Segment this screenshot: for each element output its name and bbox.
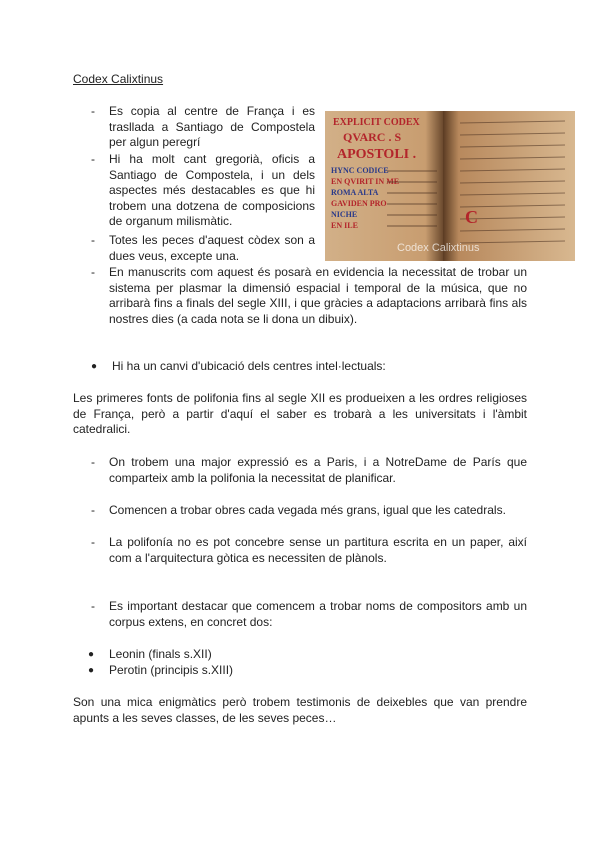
dash-marker: - [91,503,95,517]
dash-marker: - [91,265,95,279]
list-item: - En manuscrits com aquest és posarà en evidencia la necessitat de trobar un sistema per plasmar la dimensió espacial i temporal de la música, que no arribarà fins a finals del segle XIII, i que gràcies a adaptacions arribarà fins als nostres dies (a cada nota se li dona un dibuix). [91,265,527,326]
closing-paragraph: Son una mica enigmàtics però trobem testimonis de deixebles que van prendre apunts a les seves classes, de les seves peces… [73,695,527,725]
list-item: - On trobem una major expressió es a Paris, i a NotreDame de París que comparteix amb la polifonia la necessitat de planificar. [91,455,527,485]
dash-marker: - [91,599,95,613]
list-item: - La polifonía no es pot concebre sense un partitura escrita en un paper, així com a l'arquitectura gòtica es necessiten de plànols. [91,535,527,565]
list-item: - Es important destacar que comencem a trobar noms de compositors amb un corpus extens, en concret dos: [91,599,527,629]
svg-text:APOSTOLI .: APOSTOLI . [337,147,417,162]
svg-text:EN QVIRIT IN ME: EN QVIRIT IN ME [331,177,400,186]
list-item: - Totes les peces d'aquest còdex son a dues veus, excepte una. [91,233,315,263]
manuscript-illustration [325,111,575,261]
codex-manuscript-image [325,111,575,261]
svg-text:HYNC CODICE: HYNC CODICE [331,166,389,175]
list-item: - Hi ha molt cant gregorià, oficis a Santiago de Compostela, i un dels aspectes més destacables es que hi trobem una dotzena de composicions de organum milismàtic. [91,152,315,229]
svg-text:ROMA ALTA: ROMA ALTA [331,188,379,197]
dash-marker: - [91,104,95,118]
dash-marker: - [91,535,95,549]
paragraph-fonts: Les primeres fonts de polifonia fins al segle XII es produeixen a les ordres religioses de França, però a partir d'aquí el saber es trobarà a les universitats i l'àmbit catedralici. [73,391,527,437]
bullet-marker: ● [88,649,95,660]
dash-marker: - [91,233,95,247]
list-item: - Es copia al centre de França i es trasllada a Santiago de Compostela per algun peregrí [91,104,315,150]
bullet-marker: ● [88,665,95,676]
svg-text:QVARC . S: QVARC . S [343,130,402,144]
svg-text:EN ILE: EN ILE [331,221,358,230]
svg-text:EXPLICIT CODEX: EXPLICIT CODEX [333,117,420,128]
dash-marker: - [91,455,95,469]
bullet-item: ● Hi ha un canvi d'ubicació dels centres intel·lectuals: [91,359,386,373]
composer-item: ● Perotin (principis s.XIII) [88,663,234,677]
page-title: Codex Calixtinus [73,72,164,86]
bullet-marker: ● [91,361,98,372]
svg-text:Codex Calixtinus: Codex Calixtinus [397,242,480,254]
svg-text:GAVIDEN PRO: GAVIDEN PRO [331,199,387,208]
composer-item: ● Leonin (finals s.XII) [88,647,212,661]
svg-text:NICHE: NICHE [331,210,358,219]
svg-text:C: C [465,207,478,227]
dash-marker: - [91,152,95,166]
list-item: - Comencen a trobar obres cada vegada més grans, igual que les catedrals. [91,503,506,517]
